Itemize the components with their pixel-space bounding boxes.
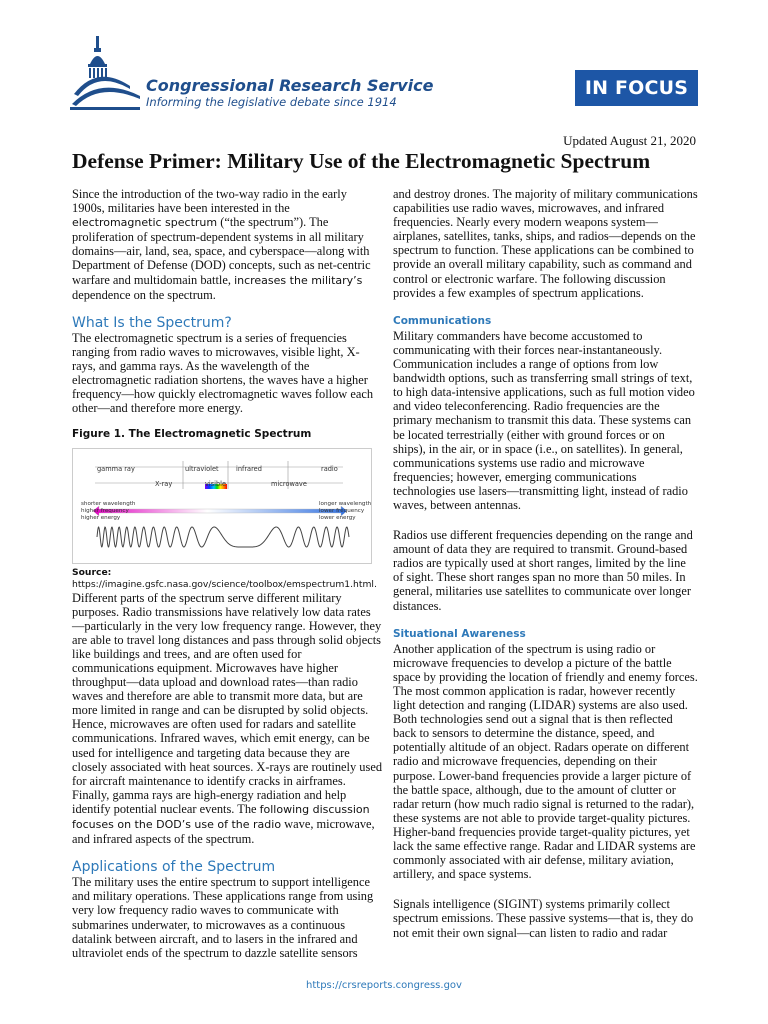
source-label: Source: xyxy=(72,566,112,578)
updated-date: Updated August 21, 2020 xyxy=(563,133,696,148)
label-right-3: lower energy xyxy=(319,514,356,521)
right-column xyxy=(393,187,698,940)
report-header xyxy=(70,34,710,114)
label-left-2: higher frequency xyxy=(81,507,129,514)
section-heading-applications: Applications of the Spectrum xyxy=(72,859,276,876)
subheading-situational-awareness: Situational Awareness xyxy=(393,627,526,640)
intro-paragraph xyxy=(72,187,382,302)
intro-text-2: (“the spectrum”). The proliferation of spectrum-dependent systems in all military domains—air, land, sea, space, and cyberspace—along with Department of Defense (DOD) concepts, such as net-centric warfare and multidomain battle, xyxy=(72,215,371,287)
what-paragraph: The electromagnetic spectrum is a series of frequencies ranging from radio waves to microwaves, visible light, X-rays, and gamma rays. As the wavelength of the electromagnetic radiation shortens, the waves have a higher frequency—how quickly electromagnetic waves follow each other—and therefore more energy. xyxy=(72,330,374,416)
source-link[interactable]: https://imagine.gsfc.nasa.gov/science/toolbox/emspectrum1.html. xyxy=(72,578,377,590)
figure-caption: Figure 1. The Electromagnetic Spectrum xyxy=(72,428,312,441)
left-column xyxy=(72,187,382,960)
spectrum-figure xyxy=(72,448,372,564)
in-focus-badge: IN FOCUS xyxy=(575,70,698,106)
label-right-2: lower frequency xyxy=(319,507,365,514)
brand-tagline: Informing the legislative debate since 1914 xyxy=(146,95,397,109)
intro-text-1: Since the introduction of the two-way radio in the early 1900s, militaries have been interested in the xyxy=(72,187,347,216)
figure-source xyxy=(72,567,382,591)
communications-paragraph: Military commanders have become accustomed to communicating with their forces near-instantaneously. Communication includes a range of options from low bandwidth options, such as transferring small strings of text, to high data-intensive applications, such as full motion video and video teleconferencing. Radio frequencies are the primary mechanism to transmit this data. These systems can be located terrestrially (either with ground forces or on ships), in the air, or in space (i.e., on satellites). In general, communications systems use radio and microwave frequencies; however, emerging communications technologies use lasers—transmitting light, instead of radio waves, between antennas. xyxy=(393,328,695,512)
label-left-1: shorter wavelength xyxy=(81,500,136,507)
label-microwave: microwave xyxy=(271,479,307,488)
label-ir: infrared xyxy=(236,464,262,473)
label-visible: visible xyxy=(205,479,227,488)
label-radio: radio xyxy=(321,464,338,473)
label-right-1: longer wavelength xyxy=(319,500,372,507)
brand-name: Congressional Research Service xyxy=(146,76,434,95)
parts-link[interactable]: following discussion focuses on the DOD’s use of the radio xyxy=(72,802,370,831)
parts-text-3: wave, microwave, and infrared aspects of the spectrum. xyxy=(72,817,375,847)
label-gamma: gamma ray xyxy=(97,464,135,473)
wave-line xyxy=(97,527,349,547)
radios-paragraph: Radios use different frequencies depending on the range and amount of data they are required to transmit. Ground-based radios are typically used at short ranges, limited by the line of sight. These short ranges span no more than 50 miles. In general, militaries use satellites to communicate over longer distances. xyxy=(393,528,693,613)
intro-text-3: dependence on the spectrum. xyxy=(72,287,216,302)
continued-paragraph: and destroy drones. The majority of military communications capabilities use radio waves, microwaves, and infrared frequencies. Nearly every modern weapons system—airplanes, satellites, tanks, ships, and radios—depends on the spectrum to function. These applications can be combined to provide an overall military capability, such as command and control or electronic warfare. The following discussion provides a few examples of spectrum applications. xyxy=(393,187,698,300)
sigint-paragraph: Signals intelligence (SIGINT) systems primarily collect spectrum emissions. These passive systems—that is, they do not emit their own signal—can listen to radio and radar xyxy=(393,897,694,940)
spectrum-link[interactable]: electromagnetic spectrum xyxy=(72,216,218,230)
military-link[interactable]: increases the military’s xyxy=(234,273,363,287)
label-uv: ultraviolet xyxy=(185,464,219,473)
parts-paragraph xyxy=(72,591,382,847)
section-heading-what: What Is the Spectrum? xyxy=(72,314,232,331)
capitol-dome-logo xyxy=(70,34,140,112)
label-left-3: higher energy xyxy=(81,514,121,521)
footer-url[interactable]: https://crsreports.congress.gov xyxy=(306,980,462,991)
situational-awareness-paragraph: Another application of the spectrum is using radio or microwave frequencies to develop a picture of the battle space by providing the location of friendly and enemy forces. The most common application is radar, however recently light detection and ranging (LIDAR) systems are also used. Both technologies send out a signal that is then reflected back to sensors to determine the distance, speed, and potentially altitude of an object. Radars operate on different radio and microwave frequencies, depending on their purpose. Lower-band frequencies provide a larger picture of the battle space, although, due to the amount of clutter or radar return (how much radio signal is returned to the radar), these systems are not able to provide target-quality pictures. Higher-band frequencies provide target-quality pictures, yet lack the same effective range. Radar and LIDAR systems are commonly associated with air defense, military aviation, artillery, and space systems. xyxy=(393,641,698,882)
subheading-communications: Communications xyxy=(393,314,492,327)
page-title: Defense Primer: Military Use of the Electromagnetic Spectrum xyxy=(72,149,651,173)
parts-text-1: Different parts of the spectrum serve different military purposes. Radio transmissions have relatively low data rates—particularly in the very low frequency range. However, they are able to travel long distances and pass through solid objects like buildings and trees, and are often used for communications equipment. Microwaves have higher throughput—data upload and download rates—than radio waves and therefore are able to transmit more data, but are more limited in range and can be disrupted by solid objects. Hence, microwaves are often used for radars and satellite communications. Infrared waves, which emit energy, can be used for intelligence and targeting data because they are closely associated with heat sources. X-rays are routinely used for aircraft maintenance to identify cracks in airframes. Finally, gamma rays are high-energy radiation and help identify potential nuclear events. The xyxy=(72,590,383,816)
applications-paragraph: The military uses the entire spectrum to support intelligence and military operations. These applications range from using very low frequency radio waves to communicate with submarines underwater, to microwaves as a continuous datalink between aircraft, and to lasers in the infrared and ultraviolet ends of the spectrum to dazzle satellite sensors xyxy=(72,875,374,960)
label-xray: X-ray xyxy=(155,479,173,488)
